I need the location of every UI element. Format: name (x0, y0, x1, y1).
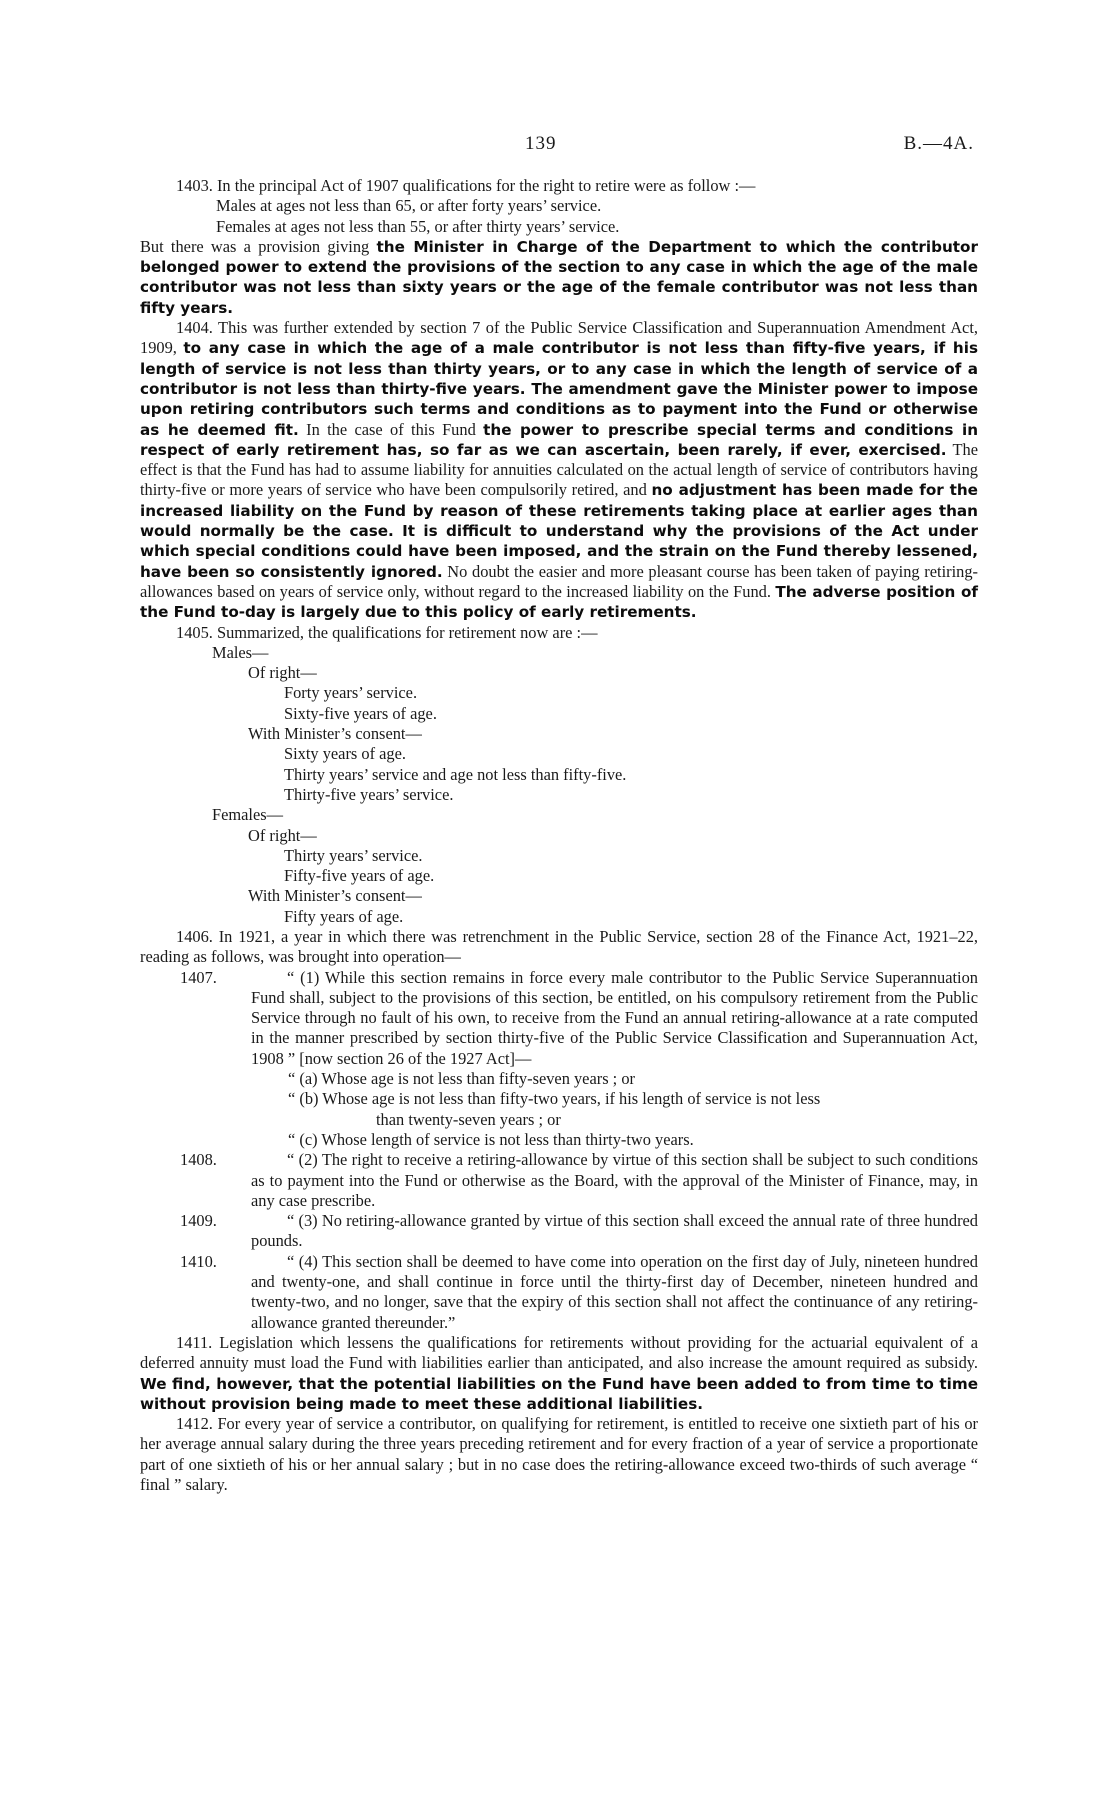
list-item: Thirty years’ service and age not less than fifty-five. (284, 764, 627, 784)
list-item: Sixty years of age. (284, 744, 406, 764)
quoted-clause-4: “ (4) This section shall be deemed to have come into operation on the first day of July, nineteen hundred and twenty-one, and shall continue in force until the thirty-first day of December, nineteen hundred and twenty-two, and no longer, save that the expiry of this section shall not affect the continuance of any retiring-allowance granted thereunder.” (251, 1251, 978, 1332)
paragraph-1405-intro: 1405. Summarized, the qualifications for retirement now are :— (176, 622, 598, 642)
paragraph-1404-emphasis-1: to any case in which the age of a male contributor is not less than fifty-five years, if his length of service is not less than thirty years, or to any case in which the length of service of a contributor is not less than thirty-five years. The amendment gave the Minister power to impose upon retiring contributors such terms and conditions as to payment into the Fund or otherwise as he deemed fit. (140, 339, 978, 439)
paragraph-1403-provision (140, 237, 978, 318)
paragraph-1411-emphasis: We find, however, that the potential liabilities on the Fund have been added to from time to time without provision being made to meet these additional liabilities. (140, 1374, 978, 1413)
list-item: Fifty years of age. (284, 906, 404, 926)
list-females-of-right: Of right— (248, 825, 317, 845)
list-item: Thirty-five years’ service. (284, 784, 454, 804)
paragraph-number: 1410. (180, 1251, 217, 1271)
paragraph-1403-emphasis: the Minister in Charge of the Department to which the contributor belonged power to extend the provisions of the section to any case in which the age of the male contributor was not less than sixty years or the age of the female contributor was not less than fifty years. (140, 237, 978, 317)
paragraph-1410 (140, 1252, 978, 1333)
paragraph-1404-mid-2: The effect is that the Fund has had to assume liability for annuities calculated on the actual length of service of contributors having thirty-five or more years of service who have been compulsorily retired, and (140, 439, 978, 500)
list-item: Sixty-five years of age. (284, 703, 437, 723)
paragraph-1404-mid-3: No doubt the easier and more pleasant course has been taken of paying retiring-allowances based on years of service only, without regard to the increased liability on the Fund. (140, 561, 978, 601)
list-item: Thirty years’ service. (284, 845, 423, 865)
paragraph-1411 (140, 1333, 978, 1414)
list-males-heading: Males— (212, 642, 269, 662)
paragraph-1403-males: Males at ages not less than 65, or after forty years’ service. (216, 196, 602, 216)
list-item: Fifty-five years of age. (284, 866, 435, 886)
subclause-c: “ (c) Whose length of service is not less than thirty-two years. (288, 1129, 694, 1149)
document-reference: B.—4A. (903, 133, 974, 154)
paragraph-1406: 1406. In 1921, a year in which there was retrenchment in the Public Service, section 28 of the Finance Act, 1921–22, reading as follows, was brought into operation— (140, 926, 978, 967)
subclause-b-line-1: “ (b) Whose age is not less than fifty-two years, if his length of service is not less (288, 1089, 821, 1109)
paragraph-number: 1407. (180, 967, 217, 987)
list-females-with-consent: With Minister’s consent— (248, 886, 422, 906)
list-item: Forty years’ service. (284, 683, 418, 703)
paragraph-1407 (140, 968, 978, 1069)
list-females-heading: Females— (212, 805, 284, 825)
paragraph-1404-emphasis-3: no adjustment has been made for the increased liability on the Fund by reason of these retirements taking place at earlier ages than would normally be the case. It is difficult to understand why the provisions of the Act under which special conditions could have been imposed, and the strain on the Fund thereby lessened, have been so consistently ignored. (140, 481, 978, 581)
paragraph-1404-emphasis-4: The adverse position of the Fund to-day is largely due to this policy of early retirements. (140, 582, 978, 622)
body-text (140, 176, 978, 1495)
paragraph-number: 1408. (180, 1150, 217, 1170)
subclause-b-line-2: than twenty-seven years ; or (376, 1109, 561, 1129)
list-males-with-consent: With Minister’s consent— (248, 724, 422, 744)
paragraph-1404-mid-1: In the case of this Fund (306, 419, 476, 439)
paragraph-number: 1409. (180, 1211, 217, 1231)
list-males-of-right: Of right— (248, 663, 317, 683)
quoted-clause-3: “ (3) No retiring-allowance granted by virtue of this section shall exceed the annual rate of three hundred pounds. (251, 1211, 978, 1251)
paragraph-1404 (140, 318, 978, 622)
paragraph-1408 (140, 1150, 978, 1211)
paragraph-1404-lead: 1404. This was further extended by section 7 of the Public Service Classification and Superannuation Amendment Act, 1909, (140, 318, 978, 358)
paragraph-1411-lead: 1411. Legislation which lessens the qualifications for retirements without providing for the actuarial equivalent of a deferred annuity must load the Fund with liabilities earlier than anticipated, and also increase the amount required as subsidy. (140, 1332, 978, 1373)
page-number: 139 (525, 133, 557, 154)
paragraph-1403-lead: But there was a provision giving (140, 236, 370, 256)
subclause-a: “ (a) Whose age is not less than fifty-seven years ; or (288, 1069, 635, 1089)
quoted-clause-2: “ (2) The right to receive a retiring-allowance by virtue of this section shall be subject to such conditions as to payment into the Fund or otherwise as the Board, with the approval of the Minister of Finance, may, in any case prescribe. (251, 1150, 978, 1210)
paragraph-1403-intro: 1403. In the principal Act of 1907 qualifications for the right to retire were as follow :— (176, 176, 756, 195)
paragraph-1404-emphasis-2: the power to prescribe special terms and conditions in respect of early retirement has, so far as we can ascertain, been rarely, if ever, exercised. (140, 420, 979, 459)
paragraph-1412: 1412. For every year of service a contributor, on qualifying for retirement, is entitled to receive one sixtieth part of his or her average annual salary during the three years preceding retirement and for every fraction of a year of service a proportionate part of one sixtieth of his or her annual salary ; but in no case does the retiring-allowance exceed two-thirds of such average “ final ” salary. (140, 1414, 978, 1494)
paragraph-1403-females: Females at ages not less than 55, or after thirty years’ service. (216, 216, 620, 236)
page-header (0, 134, 1114, 158)
quoted-clause-1: “ (1) While this section remains in force every male contributor to the Public Service Superannuation Fund shall, subject to the provisions of this section, be entitled, on his compulsory retirement from the Public Service through no fault of his own, to receive from the Fund an annual retiring-allowance at a rate computed in the manner prescribed by section thirty-five of the Public Service Classification and Superannuation Act, 1908 ” [now section 26 of the 1927 Act]— (251, 967, 978, 1068)
paragraph-1409 (140, 1211, 978, 1252)
